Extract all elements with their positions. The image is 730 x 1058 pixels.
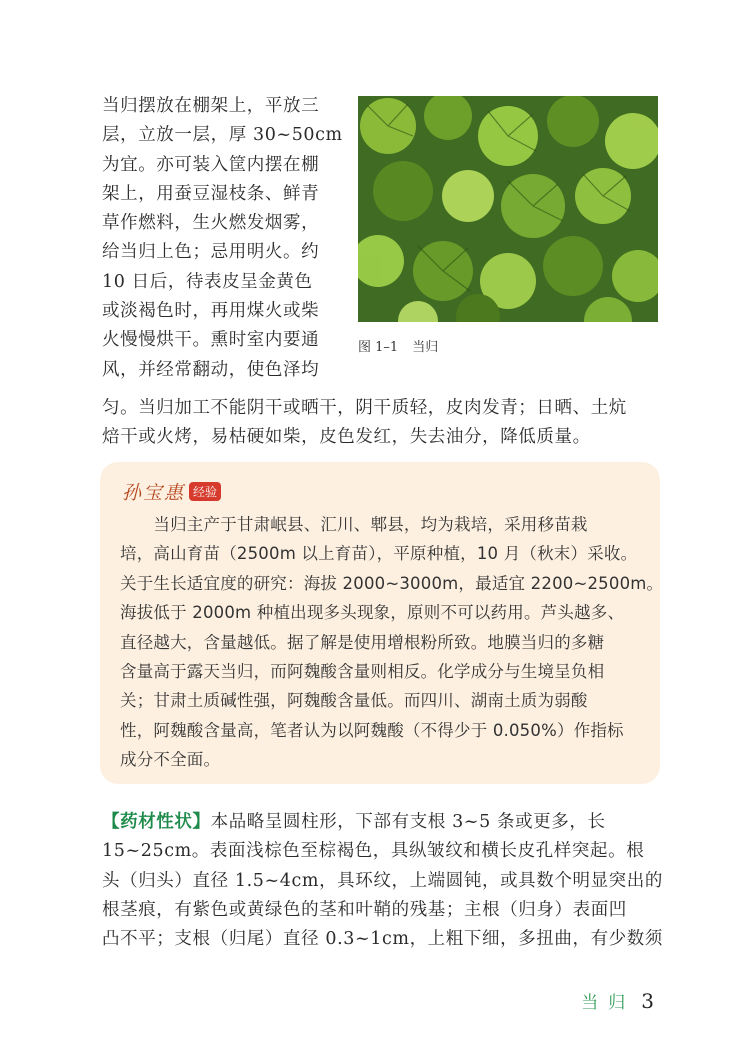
intro-line: 风，并经常翻动，使色泽均 [102,359,320,380]
description-line: 根茎痕，有紫色或黄绿色的茎和叶鞘的残基；主根（归身）表面凹 [102,899,627,920]
intro-line: 火慢慢烘干。熏时室内要通 [102,330,320,351]
description-line: 15~25cm。表面浅棕色至棕褐色，具纵皱纹和横长皮孔样突起。根 [102,841,645,862]
figure-title: 当归 [412,340,439,355]
author-signature: 孙宝惠 [122,482,186,504]
intro-line: 或淡褐色时，再用煤火或柴 [102,301,320,322]
intro-line: 草作燃料，生火燃发烟雾， [102,213,320,234]
section-heading: 【药材性状】 [102,812,211,832]
experience-line: 关于生长适宜度的研究：海拔 2000~3000m，最适宜 2200~2500m。 [120,573,664,593]
experience-line: 培，高山育苗（2500m 以上育苗），平原种植，10 月（秋末）采收。 [120,544,638,564]
experience-line: 成分不全面。 [120,750,221,770]
experience-line: 当归主产于甘肃岷县、汇川、郫县，均为栽培，采用移苗栽 [120,515,588,534]
page-number: 3 [641,989,654,1013]
body-line: 焙干或火烤，易枯硬如柴，皮色发红，失去油分，降低质量。 [102,427,591,448]
intro-line: 层，立放一层，厚 30~50cm [102,125,343,146]
experience-line: 性，阿魏酸含量高，笔者认为以阿魏酸（不得少于 0.050%）作指标 [120,720,624,740]
body-line: 匀。当归加工不能阴干或晒干，阴干质轻，皮肉发青；日晒、土炕 [102,398,627,418]
experience-line: 关；甘肃土质碱性强，阿魏酸含量低。而四川、湖南土质为弱酸 [120,691,588,711]
intro-line: 给当归上色；忌用明火。约 [102,242,320,263]
intro-line: 为宜。亦可装入筐内摆在棚 [102,154,320,175]
intro-continuation [102,394,658,453]
running-title: 当归 [581,993,636,1013]
experience-badge: 经验 [189,482,221,501]
description-line: 凸不平；支根（归尾）直径 0.3~1cm，上粗下细，多扭曲，有少数须 [102,929,663,950]
figure-number: 图 1–1 [358,340,399,355]
page-footer [581,988,654,1013]
description-section [102,808,663,954]
intro-line: 架上，用蚕豆湿枝条、鲜青 [102,183,320,204]
description-first-line [102,808,658,837]
experience-line: 含量高于露天当归，而阿魏酸含量则相反。化学成分与生境呈负相 [120,662,605,682]
intro-line: 当归摆放在棚架上，平放三 [102,96,320,116]
experience-line: 直径越大，含量越低。据了解是使用增根粉所致。地膜当归的多糖 [120,632,605,652]
experience-box [100,462,664,784]
description-text: 本品略呈圆柱形，下部有支根 3~5 条或更多，长 [210,812,606,832]
experience-line: 海拔低于 2000m 种植出现多头现象，原则不可以药用。芦头越多、 [120,603,625,623]
experience-header [122,478,221,505]
description-line: 头（归头）直径 1.5~4cm，具环纹，上端圆钝，或具数个明显突出的 [102,870,663,891]
experience-text [120,510,664,775]
figure-caption [358,336,452,355]
intro-paragraph [102,92,342,385]
angelica-plant-photo [358,96,658,322]
intro-line: 10 日后，待表皮呈金黄色 [102,271,313,292]
